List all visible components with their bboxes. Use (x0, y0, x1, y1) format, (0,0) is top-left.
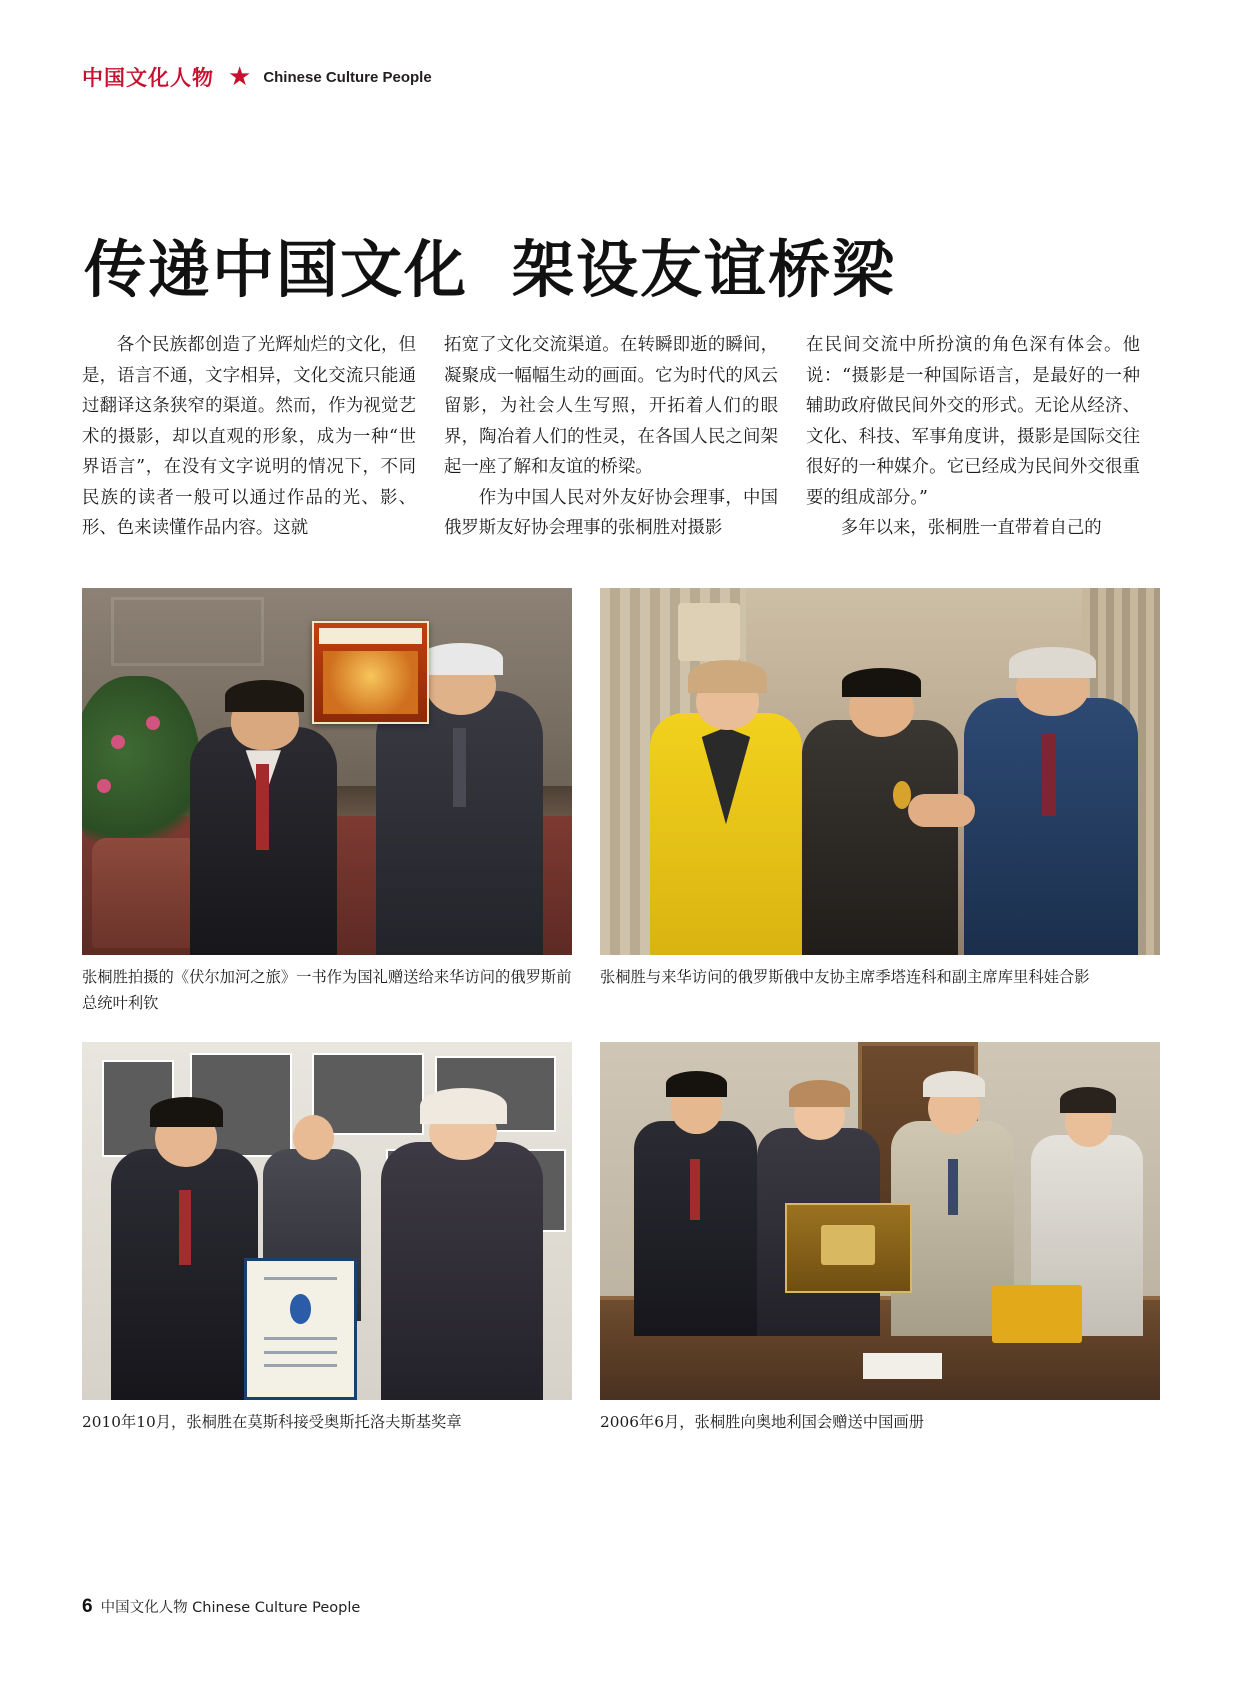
necktie (948, 1159, 958, 1215)
person-right (376, 691, 543, 955)
armchair (92, 838, 200, 948)
photo-caption: 张桐胜与来华访问的俄罗斯俄中友协主席季塔连科和副主席库里科娃合影 (600, 968, 1090, 986)
masthead (82, 62, 432, 92)
photo-caption: 张桐胜拍摄的《伏尔加河之旅》一书作为国礼赠送给来华访问的俄罗斯前总统叶利钦 (82, 968, 572, 1012)
article-column-3 (806, 330, 1140, 544)
diploma-line (264, 1351, 337, 1354)
article-column-2 (444, 330, 778, 544)
person-left (190, 727, 337, 955)
person-right (381, 1142, 543, 1400)
article-body (82, 330, 1160, 544)
photo-row-bottom (82, 1042, 1160, 1435)
hair (666, 1071, 728, 1097)
hair (420, 1088, 507, 1124)
paragraph: 作为中国人民对外友好协会理事，中国俄罗斯友好协会理事的张桐胜对摄影 (444, 487, 778, 538)
necktie (1042, 734, 1056, 816)
person-woman-yellow-jacket (650, 713, 801, 955)
page-title (84, 220, 1164, 309)
hair (1060, 1087, 1116, 1113)
photo-russia-china-friendship (600, 588, 1160, 955)
book-title-band (319, 628, 423, 644)
photo-yeltsin (82, 588, 572, 955)
hair (1009, 647, 1096, 678)
person-left (111, 1149, 258, 1400)
photo-caption: 2006年6月，张桐胜向奥地利国会赠送中国画册 (600, 1413, 925, 1431)
photo-block-austria (600, 1042, 1160, 1435)
wall-panel (111, 597, 264, 667)
photo-row-top (82, 588, 1160, 1016)
hair (419, 643, 502, 675)
hair (842, 668, 920, 696)
album-emblem (821, 1225, 875, 1265)
diploma-certificate (244, 1258, 358, 1400)
photo-block-medal (82, 1042, 572, 1435)
hair (688, 660, 767, 694)
article-column-1 (82, 330, 416, 544)
gift-bag (992, 1285, 1082, 1342)
diploma-line (264, 1364, 337, 1367)
lapel (702, 727, 750, 824)
masthead-english-logo: Chinese Culture People (263, 68, 432, 86)
person-man-right (964, 698, 1138, 955)
person-1 (634, 1121, 757, 1336)
photo-grid (82, 588, 1160, 1435)
paragraph: 拓宽了文化交流渠道。在转瞬即逝的瞬间，凝聚成一幅幅生动的画面。它为时代的风云留影，为社会人生写照，开拓着人们的眼界，陶冶着人们的性灵，在各国人民之间架起一座了解和友谊的桥梁。 (444, 335, 778, 477)
page-title-part2: 架设友谊桥梁 (512, 232, 897, 306)
handshake (908, 794, 975, 827)
gift-album (785, 1203, 912, 1293)
hair (225, 680, 304, 712)
flower (97, 779, 111, 793)
necktie (179, 1190, 191, 1265)
page-number: 6 (82, 1596, 93, 1617)
paper-on-table (863, 1353, 941, 1378)
photo-caption: 2010年10月，张桐胜在莫斯科接受奥斯托洛夫斯基奖章 (82, 1413, 462, 1431)
hair (150, 1097, 224, 1127)
face (293, 1115, 334, 1160)
photo-ostrovsky-medal (82, 1042, 572, 1400)
page-footer (82, 1596, 360, 1618)
star-icon: ★ (228, 62, 252, 91)
page-title-part1: 传递中国文化 (84, 232, 469, 306)
paragraph: 在民间交流中所扮演的角色深有体会。他说：“摄影是一种国际语言，是最好的一种辅助政府做民间外交的形式。无论从经济、文化、科技、军事角度讲，摄影是国际交往很好的一种媒介。它已经成为民间外交很重要的组成部分。” (806, 335, 1140, 508)
necktie (256, 764, 269, 850)
paragraph: 多年以来，张桐胜一直带着自己的 (840, 518, 1102, 538)
necktie (690, 1159, 700, 1219)
paragraph: 各个民族都创造了光辉灿烂的文化，但是，语言不通，文字相异，文化交流只能通过翻译这条狭窄的渠道。然而，作为视觉艺术的摄影，却以直观的形象，成为一种“世界语言”，在没有文字说明的情况下，不同民族的读者一般可以通过作品的光、影、形、色来读懂作品内容。这就 (82, 335, 416, 538)
diploma-seal (290, 1294, 312, 1324)
diploma-line (264, 1337, 337, 1340)
photo-block-yeltsin (82, 588, 572, 1016)
photo-austria-album (600, 1042, 1160, 1400)
photo-block-friendship (600, 588, 1160, 1016)
book-cover-image (323, 651, 418, 714)
necktie (453, 728, 466, 807)
person-man-center (802, 720, 959, 955)
lamp (678, 603, 740, 662)
hair (789, 1080, 851, 1107)
masthead-chinese-logo: 中国文化人物 (82, 66, 214, 90)
diploma-line (264, 1277, 337, 1280)
hair (923, 1071, 985, 1097)
footer-publication-name: 中国文化人物 Chinese Culture People (100, 1600, 361, 1616)
book-cover (312, 621, 429, 724)
